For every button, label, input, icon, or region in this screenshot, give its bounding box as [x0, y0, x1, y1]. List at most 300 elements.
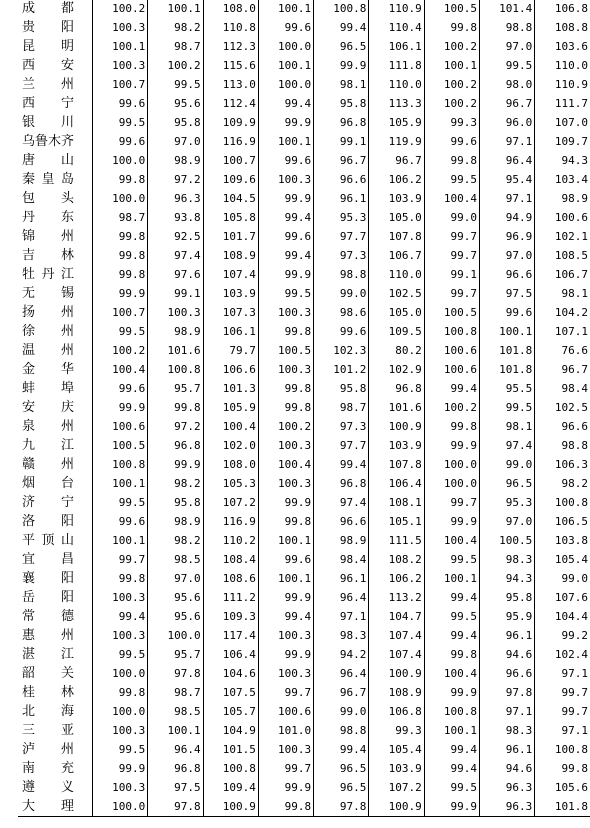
index-value-cell: 102.3 [314, 342, 369, 361]
index-value-cell: 103.8 [554, 534, 588, 548]
table-row [18, 759, 590, 778]
index-value-cell: 105.4 [554, 553, 588, 567]
index-value-cell: 100.2 [424, 38, 479, 57]
index-value-cell: 99.0 [424, 209, 479, 228]
index-value-cell: 100.3 [258, 361, 313, 380]
index-value-cell: 99.6 [424, 133, 479, 152]
index-value-cell: 109.5 [369, 323, 424, 342]
index-value-cell: 100.1 [258, 0, 313, 19]
city-name-cell: 温州 [18, 342, 93, 361]
index-value-cell: 99.7 [561, 685, 588, 699]
index-value-cell: 99.8 [561, 761, 588, 775]
index-value-cell: 98.2 [561, 477, 588, 491]
index-value-cell: 97.4 [314, 494, 369, 513]
index-value-cell: 99.8 [93, 228, 148, 247]
index-value-cell: 100.9 [369, 418, 424, 437]
index-value-cell: 96.9 [479, 228, 534, 247]
index-value-cell: 100.8 [203, 759, 258, 778]
index-value-cell: 100.9 [369, 664, 424, 683]
index-value-cell: 100.2 [148, 57, 203, 76]
index-value-cell: 106.5 [554, 515, 588, 529]
index-value-cell: 100.4 [203, 418, 258, 437]
city-name-cell: 扬州 [18, 304, 93, 323]
index-value-cell: 100.1 [258, 570, 313, 589]
index-value-cell: 105.8 [203, 209, 258, 228]
table-row [18, 664, 590, 683]
index-value-cell: 99.4 [258, 95, 313, 114]
index-value-cell: 102.5 [554, 401, 588, 415]
city-name-cell: 吉林 [18, 247, 93, 266]
index-value-cell: 95.8 [479, 589, 534, 608]
index-value-cell: 98.2 [148, 19, 203, 38]
index-value-cell: 99.8 [258, 399, 313, 418]
table-row [18, 171, 590, 190]
city-name-cell: 洛阳 [18, 513, 93, 532]
index-value-cell: 98.4 [314, 551, 369, 570]
index-value-cell: 99.4 [258, 247, 313, 266]
index-value-cell: 96.8 [314, 475, 369, 494]
index-value-cell: 104.7 [369, 608, 424, 627]
index-value-cell: 99.9 [93, 399, 148, 418]
index-value-cell: 98.1 [314, 76, 369, 95]
city-name-cell: 大理 [18, 797, 93, 816]
index-value-cell: 98.5 [148, 551, 203, 570]
index-value-cell: 100.0 [93, 190, 148, 209]
index-value-cell: 100.1 [93, 532, 148, 551]
index-value-cell: 103.9 [369, 759, 424, 778]
index-value-cell: 96.8 [369, 380, 424, 399]
index-value-cell: 99.9 [258, 266, 313, 285]
index-value-cell: 96.4 [314, 664, 369, 683]
index-value-cell: 100.4 [93, 361, 148, 380]
index-value-cell: 101.7 [203, 228, 258, 247]
index-value-cell: 99.8 [258, 513, 313, 532]
index-value-cell: 99.5 [479, 399, 534, 418]
city-name-cell: 韶关 [18, 664, 93, 683]
index-value-cell: 99.1 [424, 266, 479, 285]
index-value-cell: 96.6 [314, 171, 369, 190]
index-value-cell: 99.9 [258, 589, 313, 608]
index-value-cell: 94.6 [479, 759, 534, 778]
city-name-cell: 九江 [18, 437, 93, 456]
index-value-cell: 96.6 [314, 513, 369, 532]
index-value-cell: 100.6 [93, 418, 148, 437]
index-value-cell: 115.6 [203, 57, 258, 76]
index-value-cell: 99.3 [369, 721, 424, 740]
index-value-cell: 97.1 [561, 666, 588, 680]
index-value-cell: 100.7 [93, 304, 148, 323]
table-row [18, 342, 590, 361]
index-value-cell: 105.7 [203, 702, 258, 721]
index-value-cell: 105.3 [203, 475, 258, 494]
index-value-cell: 99.7 [424, 494, 479, 513]
index-value-cell: 99.8 [424, 19, 479, 38]
index-value-cell: 99.5 [93, 645, 148, 664]
index-value-cell: 97.5 [148, 778, 203, 797]
table-row [18, 399, 590, 418]
index-value-cell: 98.2 [148, 532, 203, 551]
index-value-cell: 102.9 [369, 361, 424, 380]
index-value-cell: 100.0 [93, 797, 148, 816]
index-value-cell: 98.5 [148, 702, 203, 721]
index-value-cell: 99.9 [93, 759, 148, 778]
index-value-cell: 97.0 [479, 38, 534, 57]
index-value-cell: 99.9 [258, 190, 313, 209]
index-value-cell: 110.0 [554, 59, 588, 73]
index-value-cell: 98.1 [479, 418, 534, 437]
city-name-cell: 西安 [18, 57, 93, 76]
index-value-cell: 103.4 [554, 173, 588, 187]
index-value-cell: 99.0 [561, 572, 588, 586]
city-name-cell: 西宁 [18, 95, 93, 114]
index-value-cell: 96.3 [148, 190, 203, 209]
index-value-cell: 97.2 [148, 418, 203, 437]
index-value-cell: 110.9 [554, 78, 588, 92]
table-row [18, 683, 590, 702]
city-name-cell: 济宁 [18, 494, 93, 513]
index-value-cell: 100.2 [424, 95, 479, 114]
city-name-cell: 金华 [18, 361, 93, 380]
index-value-cell: 100.1 [424, 57, 479, 76]
index-value-cell: 98.7 [148, 38, 203, 57]
index-value-cell: 99.1 [314, 133, 369, 152]
index-value-cell: 100.7 [203, 152, 258, 171]
index-value-cell: 99.5 [93, 114, 148, 133]
city-name-cell: 锦州 [18, 228, 93, 247]
index-value-cell: 96.4 [314, 589, 369, 608]
index-value-cell: 109.9 [203, 114, 258, 133]
index-value-cell: 100.3 [93, 57, 148, 76]
index-value-cell: 99.7 [258, 759, 313, 778]
index-value-cell: 98.8 [479, 19, 534, 38]
table-row [18, 589, 590, 608]
index-value-cell: 110.4 [369, 19, 424, 38]
city-name-cell: 乌鲁木齐 [18, 133, 93, 152]
index-value-cell: 98.1 [561, 287, 588, 301]
index-value-cell: 106.2 [369, 570, 424, 589]
index-value-cell: 100.8 [424, 702, 479, 721]
index-value-cell: 99.9 [148, 456, 203, 475]
city-name-cell: 湛江 [18, 645, 93, 664]
index-value-cell: 99.9 [424, 513, 479, 532]
index-value-cell: 108.0 [203, 456, 258, 475]
index-value-cell: 97.8 [479, 683, 534, 702]
index-value-cell: 94.9 [479, 209, 534, 228]
city-name-cell: 烟台 [18, 475, 93, 494]
index-value-cell: 99.4 [314, 456, 369, 475]
index-value-cell: 99.7 [258, 683, 313, 702]
table-row [18, 721, 590, 740]
index-value-cell: 104.4 [554, 609, 588, 623]
index-value-cell: 92.5 [148, 228, 203, 247]
index-value-cell: 99.8 [93, 247, 148, 266]
index-value-cell: 100.1 [424, 570, 479, 589]
index-value-cell: 101.5 [203, 740, 258, 759]
index-value-cell: 100.8 [314, 0, 369, 19]
index-value-cell: 99.0 [314, 285, 369, 304]
index-value-cell: 100.1 [479, 323, 534, 342]
index-value-cell: 99.1 [148, 285, 203, 304]
index-value-cell: 99.6 [258, 19, 313, 38]
index-value-cell: 100.3 [93, 721, 148, 740]
index-value-cell: 96.8 [148, 759, 203, 778]
index-value-cell: 99.7 [93, 551, 148, 570]
index-value-cell: 107.4 [203, 266, 258, 285]
index-value-cell: 99.8 [258, 797, 313, 816]
index-value-cell: 99.6 [93, 133, 148, 152]
city-name-cell: 北海 [18, 702, 93, 721]
index-value-cell: 101.4 [479, 0, 534, 19]
city-name-cell: 襄阳 [18, 570, 93, 589]
index-value-cell: 99.5 [424, 551, 479, 570]
index-value-cell: 98.0 [479, 76, 534, 95]
index-value-cell: 100.0 [93, 664, 148, 683]
index-value-cell: 95.8 [314, 95, 369, 114]
index-value-cell: 95.8 [148, 114, 203, 133]
index-value-cell: 100.0 [93, 152, 148, 171]
index-value-cell: 102.1 [554, 230, 588, 244]
city-name-cell: 泸州 [18, 740, 93, 759]
index-value-cell: 100.2 [93, 0, 148, 19]
index-value-cell: 100.5 [424, 0, 479, 19]
table-row [18, 57, 590, 76]
city-name-cell: 徐州 [18, 323, 93, 342]
index-value-cell: 98.9 [148, 513, 203, 532]
table-row [18, 76, 590, 95]
index-value-cell: 99.4 [424, 380, 479, 399]
index-value-cell: 99.4 [424, 740, 479, 759]
table-row [18, 190, 590, 209]
index-value-cell: 99.4 [424, 759, 479, 778]
index-value-cell: 101.2 [314, 361, 369, 380]
index-value-cell: 95.7 [148, 645, 203, 664]
index-value-cell: 108.0 [203, 0, 258, 19]
index-value-cell: 100.1 [93, 475, 148, 494]
index-value-cell: 98.6 [314, 304, 369, 323]
index-value-cell: 100.8 [93, 456, 148, 475]
index-value-cell: 99.9 [258, 494, 313, 513]
index-value-cell: 100.3 [258, 664, 313, 683]
city-name-cell: 秦皇岛 [18, 171, 93, 190]
index-value-cell: 99.9 [424, 437, 479, 456]
index-value-cell: 99.4 [93, 608, 148, 627]
index-value-cell: 108.2 [369, 551, 424, 570]
index-value-cell: 100.1 [93, 38, 148, 57]
index-value-cell: 102.4 [554, 647, 588, 661]
index-value-cell: 99.5 [479, 57, 534, 76]
index-value-cell: 100.1 [148, 0, 203, 19]
index-value-cell: 99.7 [424, 285, 479, 304]
index-value-cell: 119.9 [369, 133, 424, 152]
index-value-cell: 99.8 [424, 152, 479, 171]
table-row [18, 702, 590, 721]
index-value-cell: 107.0 [554, 116, 588, 130]
index-value-cell: 105.1 [369, 513, 424, 532]
index-value-cell: 99.5 [424, 778, 479, 797]
index-value-cell: 96.5 [314, 778, 369, 797]
index-value-cell: 99.9 [424, 683, 479, 702]
index-value-cell: 99.6 [258, 551, 313, 570]
index-value-cell: 107.8 [369, 456, 424, 475]
city-name-cell: 成都 [18, 0, 93, 19]
index-value-cell: 95.8 [148, 494, 203, 513]
index-value-cell: 106.7 [369, 247, 424, 266]
index-value-cell: 96.8 [148, 437, 203, 456]
index-value-cell: 116.9 [203, 133, 258, 152]
index-value-cell: 108.9 [203, 247, 258, 266]
index-value-cell: 95.6 [148, 95, 203, 114]
index-value-cell: 101.6 [369, 399, 424, 418]
index-value-cell: 100.0 [258, 38, 313, 57]
index-value-cell: 105.6 [554, 780, 588, 794]
table-row [18, 797, 590, 816]
index-value-cell: 110.2 [203, 532, 258, 551]
index-value-cell: 97.0 [148, 570, 203, 589]
index-value-cell: 100.3 [258, 171, 313, 190]
index-value-cell: 98.3 [479, 551, 534, 570]
city-name-cell: 泉州 [18, 418, 93, 437]
index-value-cell: 111.8 [369, 57, 424, 76]
index-value-cell: 97.7 [314, 437, 369, 456]
city-name-cell: 无锡 [18, 285, 93, 304]
index-value-cell: 100.0 [258, 76, 313, 95]
index-value-cell: 100.0 [424, 475, 479, 494]
index-value-cell: 100.5 [258, 342, 313, 361]
index-value-cell: 98.3 [479, 721, 534, 740]
city-name-cell: 银川 [18, 114, 93, 133]
index-value-cell: 105.9 [203, 399, 258, 418]
index-value-cell: 110.0 [369, 76, 424, 95]
index-value-cell: 103.9 [369, 437, 424, 456]
index-value-cell: 96.8 [314, 114, 369, 133]
table-row [18, 114, 590, 133]
index-value-cell: 100.8 [148, 361, 203, 380]
index-value-cell: 99.5 [93, 740, 148, 759]
city-name-cell: 三亚 [18, 721, 93, 740]
index-value-cell: 99.8 [258, 380, 313, 399]
city-name-cell: 包头 [18, 190, 93, 209]
table-row [18, 209, 590, 228]
index-value-cell: 99.7 [424, 247, 479, 266]
index-value-cell: 99.4 [314, 740, 369, 759]
index-value-cell: 101.8 [479, 361, 534, 380]
index-value-cell: 99.4 [424, 626, 479, 645]
index-value-cell: 106.8 [369, 702, 424, 721]
index-value-cell: 97.1 [314, 608, 369, 627]
price-index-table [18, 0, 590, 817]
index-value-cell: 97.2 [148, 171, 203, 190]
index-value-cell: 105.4 [369, 740, 424, 759]
city-name-cell: 南充 [18, 759, 93, 778]
index-value-cell: 99.4 [424, 589, 479, 608]
index-value-cell: 106.8 [554, 2, 588, 16]
index-value-cell: 96.0 [479, 114, 534, 133]
index-value-cell: 95.4 [479, 171, 534, 190]
index-value-cell: 96.1 [314, 190, 369, 209]
index-value-cell: 97.7 [314, 228, 369, 247]
table-row [18, 133, 590, 152]
table-row [18, 323, 590, 342]
index-value-cell: 100.1 [258, 57, 313, 76]
index-value-cell: 100.5 [479, 532, 534, 551]
city-name-cell: 兰州 [18, 76, 93, 95]
index-value-cell: 94.2 [314, 645, 369, 664]
city-name-cell: 蚌埠 [18, 380, 93, 399]
index-value-cell: 104.9 [203, 721, 258, 740]
index-value-cell: 107.6 [554, 591, 588, 604]
index-value-cell: 100.0 [424, 456, 479, 475]
index-value-cell: 112.3 [203, 38, 258, 57]
index-value-cell: 100.5 [93, 437, 148, 456]
index-value-cell: 97.0 [148, 133, 203, 152]
table-row [18, 228, 590, 247]
index-value-cell: 94.3 [479, 570, 534, 589]
index-value-cell: 99.0 [479, 456, 534, 475]
index-value-cell: 98.7 [93, 209, 148, 228]
city-name-cell: 唐山 [18, 152, 93, 171]
table-row [18, 361, 590, 380]
index-value-cell: 99.9 [258, 645, 313, 664]
index-value-cell: 100.8 [554, 742, 588, 756]
city-name-cell: 桂林 [18, 683, 93, 702]
index-value-cell: 111.5 [369, 532, 424, 551]
index-value-cell: 109.6 [203, 171, 258, 190]
index-value-cell: 99.6 [479, 304, 534, 323]
index-value-cell: 106.2 [369, 171, 424, 190]
index-value-cell: 98.7 [314, 399, 369, 418]
index-value-cell: 97.1 [561, 723, 588, 737]
index-value-cell: 95.9 [479, 608, 534, 627]
index-value-cell: 113.2 [369, 589, 424, 608]
index-value-cell: 103.9 [369, 190, 424, 209]
index-value-cell: 108.5 [554, 249, 588, 263]
index-value-cell: 99.4 [258, 209, 313, 228]
index-value-cell: 100.3 [258, 437, 313, 456]
index-value-cell: 100.4 [424, 532, 479, 551]
index-value-cell: 100.2 [258, 418, 313, 437]
index-value-cell: 107.2 [203, 494, 258, 513]
index-value-cell: 111.2 [203, 589, 258, 608]
index-value-cell: 100.2 [424, 76, 479, 95]
index-value-cell: 99.5 [93, 494, 148, 513]
index-value-cell: 99.6 [258, 228, 313, 247]
table-row [18, 0, 590, 19]
index-value-cell: 98.3 [314, 626, 369, 645]
index-value-cell: 100.3 [148, 304, 203, 323]
index-value-cell: 96.1 [479, 740, 534, 759]
index-value-cell: 100.6 [424, 361, 479, 380]
index-value-cell: 96.6 [561, 420, 588, 434]
city-name-cell: 丹东 [18, 209, 93, 228]
index-value-cell: 100.9 [369, 797, 424, 816]
index-value-cell: 95.6 [148, 589, 203, 608]
index-value-cell: 99.7 [561, 704, 588, 718]
index-value-cell: 99.9 [93, 285, 148, 304]
index-value-cell: 112.4 [203, 95, 258, 114]
index-value-cell: 97.1 [479, 133, 534, 152]
index-value-cell: 99.5 [148, 76, 203, 95]
index-value-cell: 99.8 [93, 266, 148, 285]
index-value-cell: 96.7 [314, 683, 369, 702]
index-value-cell: 97.4 [479, 437, 534, 456]
index-value-cell: 96.5 [314, 38, 369, 57]
index-value-cell: 106.7 [554, 268, 588, 282]
index-value-cell: 104.6 [203, 664, 258, 683]
index-value-cell: 108.9 [369, 683, 424, 702]
index-value-cell: 99.9 [258, 114, 313, 133]
index-value-cell: 108.8 [554, 21, 588, 35]
city-name-cell: 牡丹江 [18, 266, 93, 285]
